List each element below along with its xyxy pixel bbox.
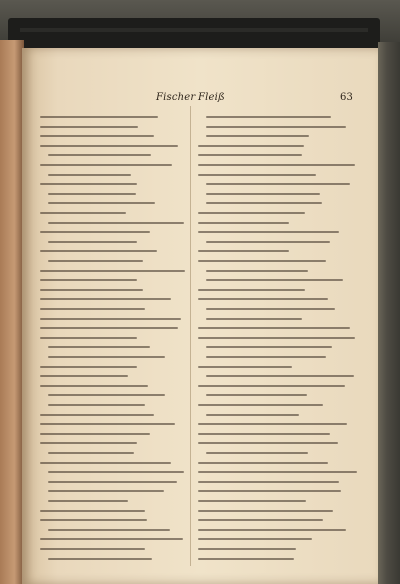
print-line <box>40 375 128 377</box>
print-line <box>198 519 323 521</box>
print-line <box>198 366 292 368</box>
print-line <box>198 548 296 550</box>
print-line <box>40 414 154 416</box>
header-name-left: Fischer <box>156 92 196 103</box>
print-line <box>40 327 178 329</box>
print-line <box>198 462 328 464</box>
print-line <box>198 423 347 425</box>
print-line <box>48 241 137 243</box>
print-line <box>198 260 326 262</box>
print-line <box>206 202 322 204</box>
left-column-entries <box>40 112 190 568</box>
print-line <box>40 298 171 300</box>
print-line <box>198 289 305 291</box>
book-top-edge <box>8 18 380 52</box>
print-line <box>40 212 126 214</box>
print-line <box>48 193 136 195</box>
print-line <box>198 231 339 233</box>
print-line <box>48 222 184 224</box>
print-line <box>40 510 145 512</box>
print-line <box>40 135 154 137</box>
print-line <box>206 356 326 358</box>
print-line <box>40 519 147 521</box>
print-line <box>206 318 302 320</box>
print-line <box>40 126 138 128</box>
print-line <box>198 174 316 176</box>
print-line <box>40 270 185 272</box>
print-line <box>198 490 341 492</box>
print-line <box>40 183 137 185</box>
print-line <box>206 346 332 348</box>
print-line <box>40 279 137 281</box>
book-photo <box>0 18 400 584</box>
print-line <box>198 327 350 329</box>
print-line <box>48 346 150 348</box>
print-line <box>206 183 350 185</box>
print-line <box>48 394 165 396</box>
print-line <box>40 462 171 464</box>
print-line <box>198 385 345 387</box>
print-line <box>198 558 294 560</box>
print-line <box>40 366 137 368</box>
print-line <box>48 471 184 473</box>
print-line <box>206 126 346 128</box>
print-line <box>198 222 289 224</box>
print-line <box>48 500 128 502</box>
print-line <box>48 260 143 262</box>
print-line <box>40 385 148 387</box>
print-line <box>40 231 150 233</box>
print-line <box>198 164 355 166</box>
print-line <box>40 116 158 118</box>
print-line <box>198 500 306 502</box>
left-page-edge <box>0 40 24 584</box>
print-line <box>40 442 137 444</box>
print-line <box>206 414 299 416</box>
print-line <box>206 375 354 377</box>
print-line <box>40 145 178 147</box>
print-line <box>48 558 152 560</box>
print-line <box>198 404 323 406</box>
print-line <box>206 193 320 195</box>
right-column-entries <box>198 112 362 568</box>
print-line <box>198 538 312 540</box>
print-line <box>198 442 338 444</box>
print-line <box>48 404 145 406</box>
address-book-page <box>22 48 378 584</box>
print-line <box>198 433 330 435</box>
print-line <box>40 538 183 540</box>
header-name-right: Fleiß <box>198 92 225 103</box>
print-line <box>40 423 175 425</box>
print-line <box>198 471 357 473</box>
print-line <box>48 490 164 492</box>
print-line <box>206 116 331 118</box>
page-header <box>22 92 378 110</box>
print-line <box>40 289 143 291</box>
print-line <box>48 529 170 531</box>
print-line <box>48 154 151 156</box>
print-line <box>198 154 302 156</box>
print-line <box>40 433 150 435</box>
print-line <box>48 452 134 454</box>
print-line <box>206 279 343 281</box>
print-line <box>198 510 333 512</box>
print-line <box>198 481 339 483</box>
print-line <box>40 308 145 310</box>
print-line <box>206 308 335 310</box>
print-line <box>206 394 307 396</box>
print-line <box>206 452 308 454</box>
print-line <box>40 548 145 550</box>
print-line <box>206 241 330 243</box>
print-line <box>198 529 346 531</box>
print-line <box>48 481 177 483</box>
print-line <box>198 337 355 339</box>
print-line <box>198 250 289 252</box>
column-divider <box>190 106 191 566</box>
print-line <box>198 212 305 214</box>
print-line <box>206 270 308 272</box>
print-line <box>48 174 131 176</box>
right-page-edge <box>378 42 400 584</box>
print-line <box>40 164 172 166</box>
print-line <box>206 135 309 137</box>
print-line <box>40 250 157 252</box>
print-line <box>198 298 328 300</box>
print-line <box>48 202 155 204</box>
print-line <box>198 145 304 147</box>
print-line <box>40 337 137 339</box>
print-line <box>40 318 181 320</box>
print-line <box>48 356 165 358</box>
page-number: 63 <box>340 92 354 103</box>
